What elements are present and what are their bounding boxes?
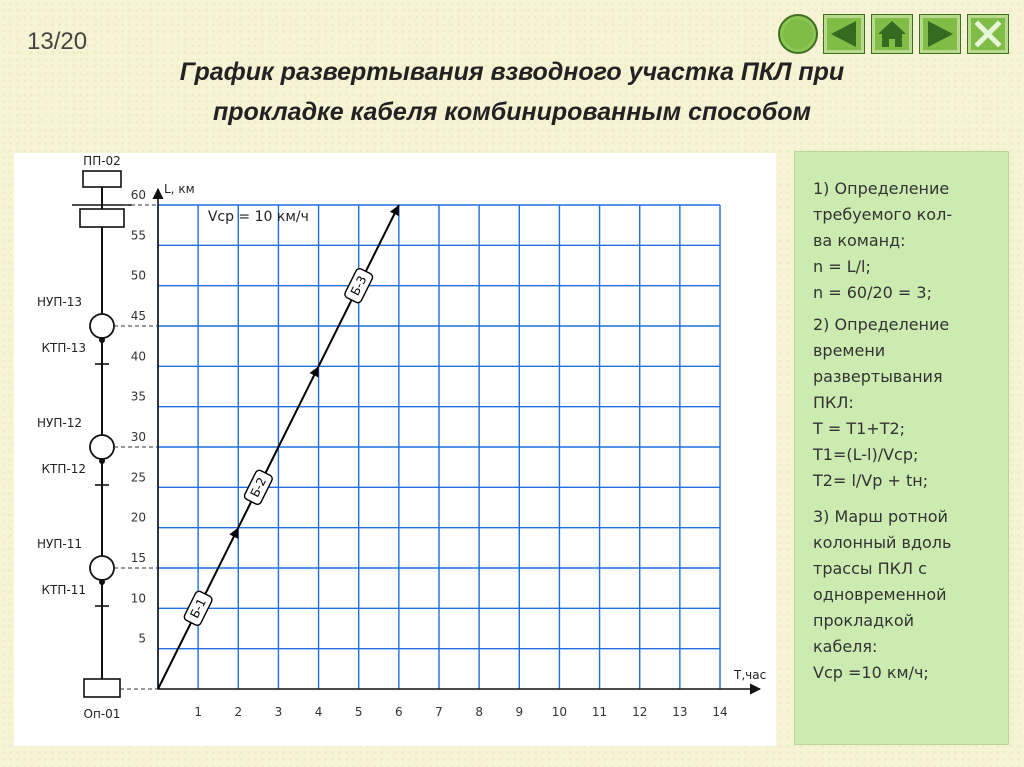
y-tick-label: 10: [130, 591, 146, 606]
back-button[interactable]: [824, 15, 865, 54]
ktp-label: КТП-11: [41, 583, 86, 597]
y-tick-label: 50: [130, 268, 146, 283]
ktp-label: КТП-13: [41, 341, 86, 355]
home-button[interactable]: [872, 15, 913, 54]
navigation-bar: [775, 14, 1015, 54]
nup-station-dot: [99, 458, 105, 464]
x-tick-label: 13: [672, 705, 688, 719]
close-button[interactable]: [968, 15, 1009, 54]
nup-station-dot: [99, 579, 105, 585]
circle-nav-button[interactable]: [779, 15, 817, 53]
x-tick-label: 9: [515, 705, 524, 719]
segment-label: Б-1: [187, 596, 209, 621]
title-line-1: График развертывания взводного участка ПКЛ при: [179, 58, 845, 86]
y-tick-label: 15: [130, 551, 146, 565]
x-tick-label: 14: [712, 705, 728, 719]
info-step-3: 3) Марш ротной колонный вдоль трассы ПКЛ с одновременной прокладкой кабеля: Vср =10 км/ч;: [813, 507, 952, 682]
speed-annotation: Vср = 10 км/ч: [207, 209, 309, 226]
x-tick-label: 4: [314, 705, 323, 719]
x-tick-label: 5: [354, 705, 363, 719]
nup-label: НУП-11: [37, 537, 82, 551]
y-tick-label: 60: [130, 188, 146, 202]
info-panel: [794, 151, 1009, 745]
terminal-bottom-label: Оп-01: [83, 707, 121, 721]
nup-station-circle: [90, 435, 114, 459]
terminal-bottom-box: [84, 679, 120, 697]
y-tick-label: 20: [130, 510, 146, 525]
forward-button[interactable]: [920, 15, 961, 54]
chart-panel: [14, 153, 776, 746]
y-tick-label: 35: [130, 389, 146, 404]
segment-label-group: [344, 267, 374, 304]
x-tick-label: 3: [274, 705, 283, 719]
y-axis-label: L, км: [164, 182, 195, 196]
x-tick-label: 2: [234, 705, 243, 719]
info-step-1: 1) Определение требуемого кол- ва команд: n = L/l; n = 60/20 = 3;: [813, 179, 953, 302]
x-axis-label: Т,час: [734, 668, 767, 682]
y-tick-label: 40: [130, 349, 146, 364]
terminal-top-label: ПП-02: [83, 154, 121, 168]
title-line-2: прокладке кабеля комбинированным способом: [213, 98, 811, 126]
nup-station-circle: [90, 556, 114, 580]
x-tick-label: 12: [632, 705, 648, 719]
slide-number: 13/20: [27, 28, 88, 55]
x-tick-label: 7: [435, 705, 443, 719]
nup-label: НУП-12: [37, 416, 82, 430]
y-tick-label: 25: [130, 470, 146, 485]
nup-station-circle: [90, 314, 114, 338]
nup-station-dot: [99, 337, 105, 343]
terminal-top-box: [83, 171, 121, 187]
segment-label: Б-2: [247, 475, 270, 500]
x-tick-label: 11: [591, 705, 608, 719]
slide-title: [90, 52, 934, 132]
segment-label-group: [183, 590, 213, 627]
ktp-label: КТП-12: [41, 462, 86, 476]
info-step-2: 2) Определение времени развертывания ПКЛ: Т = Т1+Т2; Т1=(L-l)/Vср; Т2= l/Vр + tн;: [813, 315, 950, 490]
y-tick-label: 30: [130, 430, 146, 444]
segment-label: Б-3: [347, 273, 370, 298]
x-tick-label: 10: [551, 705, 568, 719]
y-tick-label: 55: [130, 228, 146, 243]
y-tick-label: 5: [138, 631, 146, 646]
terminal-top-box-lower: [80, 209, 124, 227]
deployment-chart: [14, 153, 776, 746]
y-tick-label: 45: [130, 309, 146, 323]
x-tick-label: 1: [194, 705, 202, 719]
x-tick-label: 8: [475, 705, 483, 719]
segment-label-group: [243, 469, 273, 506]
nup-label: НУП-13: [37, 295, 82, 309]
x-tick-label: 6: [395, 705, 403, 719]
